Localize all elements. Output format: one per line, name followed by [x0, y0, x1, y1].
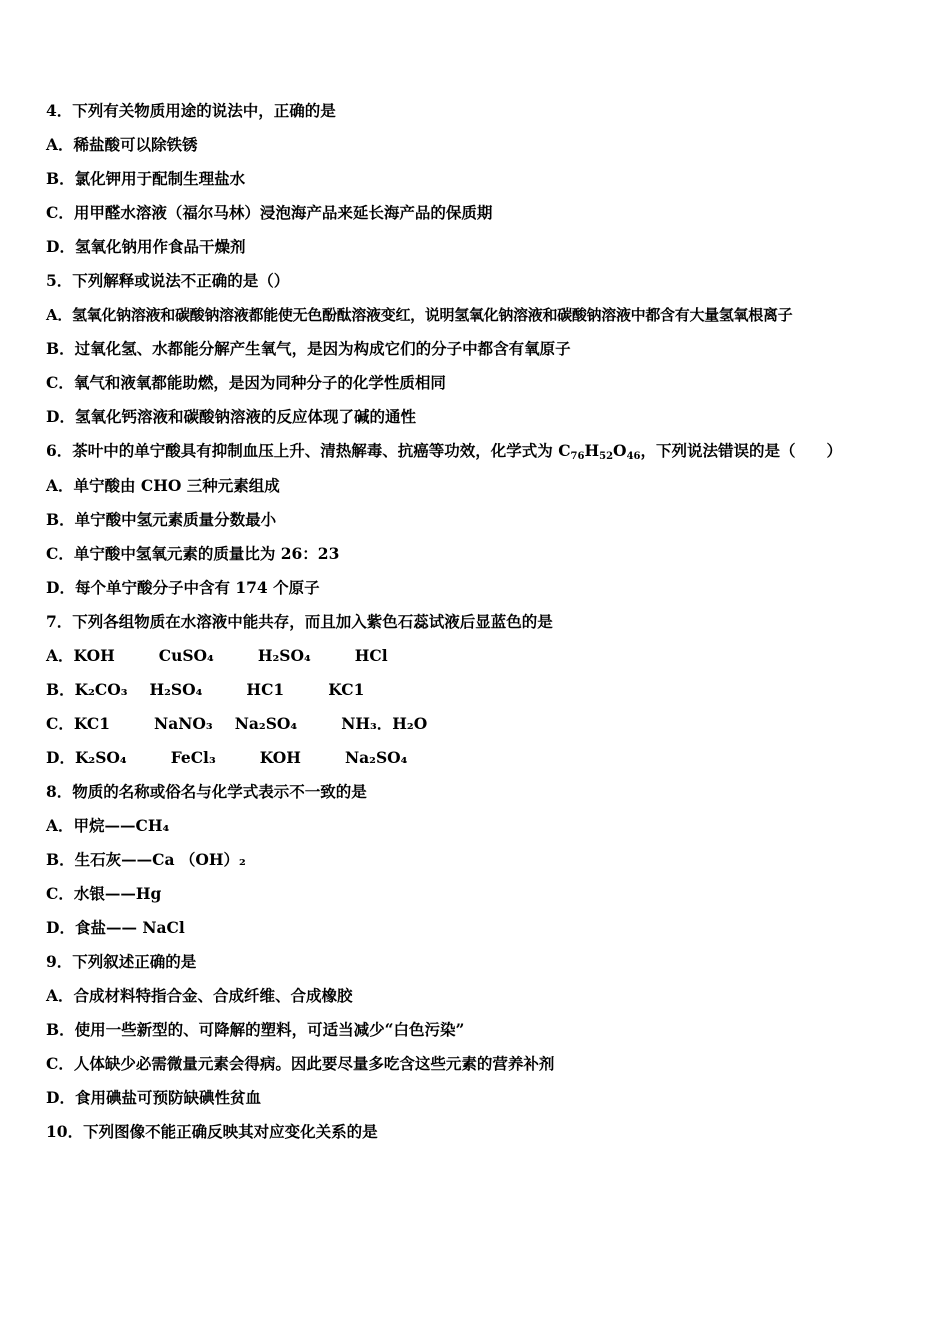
- question-4-option-b: B．氯化钾用于配制生理盐水: [46, 169, 246, 188]
- question-7-option-d: D．K₂SO₄ FeCl₃ KOH Na₂SO₄: [46, 748, 408, 767]
- tannic-acid-formula: $C_{76}H_{52}O_{46}$: [558, 441, 641, 462]
- question-4-option-a: A．稀盐酸可以除铁锈: [46, 135, 198, 154]
- question-8-option-a: A．甲烷——CH₄: [46, 816, 170, 835]
- question-5-stem: 5．下列解释或说法不正确的是（）: [46, 271, 290, 290]
- question-6-stem-prefix: 6．茶叶中的单宁酸具有抑制血压上升、清热解毒、抗癌等功效，化学式为: [46, 441, 553, 460]
- question-6-option-c: C．单宁酸中氢氧元素的质量比为 26：23: [46, 544, 340, 563]
- question-5-option-a: A．氢氧化钠溶液和碳酸钠溶液都能使无色酚酞溶液变红，说明氢氧化钠溶液和碳酸钠溶液中都含有大量氢氧根离子: [46, 306, 793, 324]
- question-6-option-a: A．单宁酸由 CHO 三种元素组成: [46, 476, 280, 495]
- question-6-stem: [46, 441, 842, 461]
- question-6-stem-suffix: ，下列说法错误的是（ ）: [640, 441, 842, 460]
- question-7-stem: 7．下列各组物质在水溶液中能共存，而且加入紫色石蕊试液后显蓝色的是: [46, 612, 553, 631]
- question-5-option-c: C．氧气和液氧都能助燃，是因为同种分子的化学性质相同: [46, 373, 446, 392]
- question-8-option-b: B．生石灰——Ca （OH）₂: [46, 850, 246, 869]
- question-4-stem: 4．下列有关物质用途的说法中，正确的是: [46, 101, 336, 120]
- question-10-stem: 10．下列图像不能正确反映其对应变化关系的是: [46, 1122, 378, 1141]
- question-7-option-c: C．KC1 NaNO₃ Na₂SO₄ NH₃．H₂O: [46, 714, 428, 733]
- question-5-option-d: D．氢氧化钙溶液和碳酸钠溶液的反应体现了碱的通性: [46, 407, 416, 426]
- question-6-option-d: D．每个单宁酸分子中含有 174 个原子: [46, 578, 320, 597]
- question-9-stem: 9．下列叙述正确的是: [46, 952, 197, 971]
- question-4-option-d: D．氢氧化钠用作食品干燥剂: [46, 237, 246, 256]
- question-9-option-d: D．食用碘盐可预防缺碘性贫血: [46, 1088, 261, 1107]
- question-5-option-b: B．过氧化氢、水都能分解产生氧气，是因为构成它们的分子中都含有氧原子: [46, 339, 571, 358]
- question-7-option-a: A．KOH CuSO₄ H₂SO₄ HCl: [46, 646, 388, 665]
- question-8-option-d: D．食盐—— NaCl: [46, 918, 185, 937]
- question-4-option-c: C．用甲醛水溶液（福尔马林）浸泡海产品来延长海产品的保质期: [46, 203, 493, 222]
- question-8-stem: 8．物质的名称或俗名与化学式表示不一致的是: [46, 782, 367, 801]
- question-8-option-c: C．水银——Hg: [46, 884, 162, 903]
- question-7-option-b: B．K₂CO₃ H₂SO₄ HC1 KC1: [46, 680, 365, 699]
- question-9-option-a: A．合成材料特指合金、合成纤维、合成橡胶: [46, 986, 353, 1005]
- question-9-option-b: B．使用一些新型的、可降解的塑料，可适当减少“白色污染”: [46, 1020, 465, 1039]
- question-9-option-c: C．人体缺少必需微量元素会得病。因此要尽量多吃含这些元素的营养补剂: [46, 1054, 555, 1073]
- question-6-option-b: B．单宁酸中氢元素质量分数最小: [46, 510, 277, 529]
